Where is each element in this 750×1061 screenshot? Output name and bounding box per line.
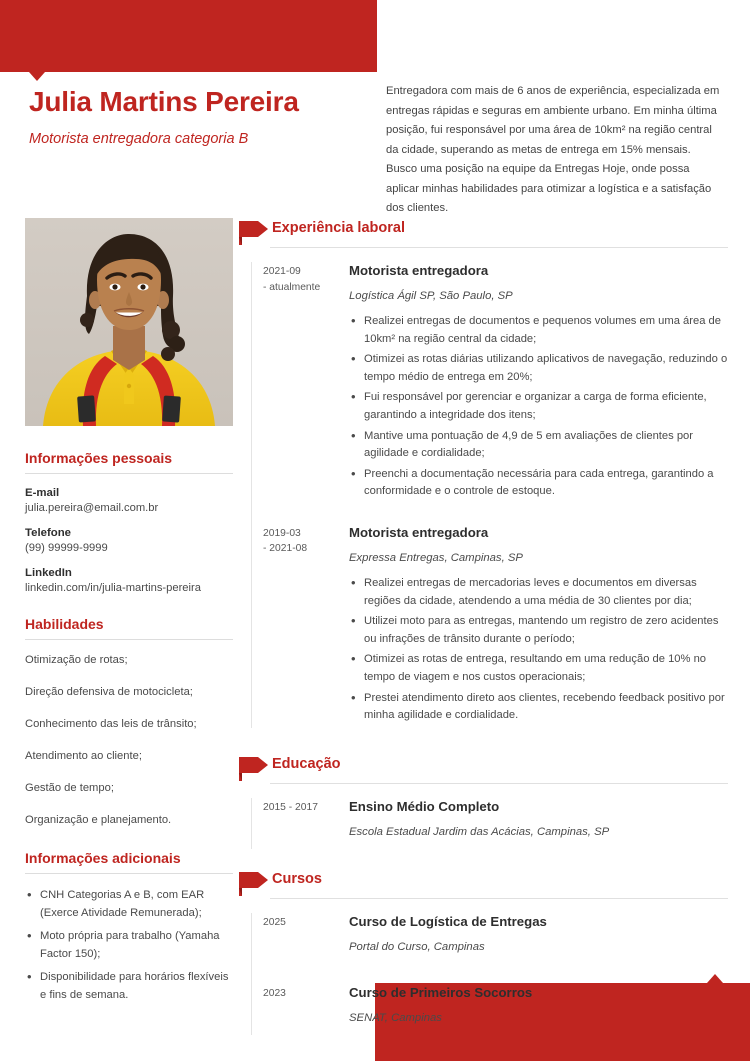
section-heading-personal-info: Informações pessoais bbox=[25, 450, 173, 466]
list-item: • Prestei atendimento direto aos clientes, recebendo feedback positivo por minha agilidade e cordialidade. bbox=[364, 690, 728, 725]
candidate-job-title: Motorista entregadora categoria B bbox=[29, 131, 249, 147]
profile-photo bbox=[25, 218, 233, 426]
entry-date-range bbox=[263, 524, 349, 728]
entry-date-start: 2019-03 bbox=[263, 527, 301, 539]
skill-item: Atendimento ao cliente; bbox=[25, 750, 142, 762]
entry-date-range bbox=[263, 798, 349, 849]
list-item: • Utilizei moto para as entregas, mantendo um registro de zero acidentes ou infrações de trânsito durante o período; bbox=[364, 613, 728, 648]
divider bbox=[270, 783, 728, 784]
entry-date-end: - atualmente bbox=[263, 281, 321, 293]
skill-item: Conhecimento das leis de trânsito; bbox=[25, 718, 197, 730]
entry-course-title: Curso de Primeiros Socorros bbox=[349, 984, 533, 1000]
skill-item: Direção defensiva de motocicleta; bbox=[25, 686, 193, 698]
education-entries bbox=[251, 798, 728, 849]
entry-body bbox=[349, 524, 728, 728]
spacer bbox=[238, 849, 728, 869]
list-item: • Disponibilidade para horários flexíveis e fins de semana. bbox=[40, 969, 233, 1004]
course-entry bbox=[252, 984, 728, 1035]
divider bbox=[25, 639, 233, 640]
entry-date-start: 2023 bbox=[263, 987, 286, 999]
section-additional-info bbox=[25, 850, 233, 1004]
section-heading-experience: Experiência laboral bbox=[272, 220, 405, 236]
contact-label: Telefone bbox=[25, 527, 71, 539]
flag-marker-icon bbox=[238, 871, 272, 897]
section-personal-info bbox=[25, 450, 233, 594]
top-banner-notch bbox=[29, 72, 45, 81]
entry-date-range bbox=[263, 984, 349, 1035]
entry-body bbox=[349, 262, 728, 504]
experience-entry bbox=[252, 262, 728, 504]
list-item: • Realizei entregas de documentos e pequenos volumes em uma área de 10km² na região central da cidade; bbox=[364, 313, 728, 348]
entry-bullet-list bbox=[349, 313, 728, 501]
course-entry bbox=[252, 913, 728, 964]
section-heading-skills: Habilidades bbox=[25, 616, 104, 632]
entry-date-start: 2025 bbox=[263, 916, 286, 928]
section-heading-additional-info: Informações adicionais bbox=[25, 850, 181, 866]
contact-value-phone[interactable]: (99) 99999-9999 bbox=[25, 542, 108, 554]
skill-item: Otimização de rotas; bbox=[25, 654, 128, 666]
profile-photo-illustration bbox=[25, 218, 233, 426]
contact-item-phone bbox=[25, 527, 233, 554]
skill-item: Gestão de tempo; bbox=[25, 782, 114, 794]
contact-label: LinkedIn bbox=[25, 567, 72, 579]
entry-body bbox=[349, 984, 728, 1035]
entry-course-title: Curso de Logística de Entregas bbox=[349, 913, 547, 929]
section-heading-education: Educação bbox=[272, 755, 341, 772]
contact-item-email bbox=[25, 487, 233, 514]
list-item: • Moto própria para trabalho (Yamaha Factor 150); bbox=[40, 928, 233, 963]
entry-provider: SENAT, Campinas bbox=[349, 1011, 442, 1024]
contact-item-linkedin bbox=[25, 567, 233, 594]
additional-info-list bbox=[25, 887, 233, 1004]
entry-body bbox=[349, 798, 728, 849]
divider bbox=[270, 898, 728, 899]
entry-organization: Logística Ágil SP, São Paulo, SP bbox=[349, 290, 513, 302]
entry-degree-title: Ensino Médio Completo bbox=[349, 798, 500, 814]
section-heading-courses: Cursos bbox=[272, 870, 322, 887]
entry-body bbox=[349, 913, 728, 964]
section-education bbox=[238, 754, 728, 849]
candidate-name: Julia Martins Pereira bbox=[29, 86, 299, 117]
list-item: • Otimizei as rotas de entrega, resultando em uma redução de 10% no tempo de viagem e nos custos operacionais; bbox=[364, 651, 728, 686]
entry-organization: Expressa Entregas, Campinas, SP bbox=[349, 551, 523, 564]
section-skills bbox=[25, 616, 233, 828]
entry-date-range bbox=[263, 262, 349, 504]
contact-value-email[interactable]: julia.pereira@email.com.br bbox=[25, 502, 159, 514]
contact-value-linkedin[interactable]: linkedin.com/in/julia-martins-pereira bbox=[25, 582, 201, 594]
divider bbox=[25, 873, 233, 874]
contact-label: E-mail bbox=[25, 487, 60, 499]
course-entries bbox=[251, 913, 728, 1035]
sidebar bbox=[25, 218, 233, 1010]
list-item: • Fui responsável por gerenciar e organizar a carga de forma eficiente, garantindo a integridade dos itens; bbox=[364, 389, 728, 424]
experience-entries bbox=[251, 262, 728, 728]
top-red-banner bbox=[0, 0, 377, 72]
divider bbox=[25, 473, 233, 474]
entry-role-title: Motorista entregadora bbox=[349, 524, 489, 540]
entry-date-end: - 2021-08 bbox=[263, 543, 308, 555]
section-experience bbox=[238, 218, 728, 728]
skill-item: Organização e planejamento. bbox=[25, 814, 172, 826]
section-courses bbox=[238, 869, 728, 1035]
entry-date-start: 2021-09 bbox=[263, 266, 301, 277]
flag-marker-icon bbox=[238, 756, 272, 782]
entry-bullet-list bbox=[349, 575, 728, 725]
list-item: • CNH Categorias A e B, com EAR (Exerce Atividade Remunerada); bbox=[40, 887, 233, 922]
main-content bbox=[238, 218, 728, 1035]
list-item: • Otimizei as rotas diárias utilizando aplicativos de navegação, reduzindo o tempo médio de entrega em 20%; bbox=[364, 351, 728, 386]
experience-entry bbox=[252, 524, 728, 728]
list-item: • Preenchi a documentação necessária para cada entrega, garantindo a conformidade e o controle de estoque. bbox=[364, 466, 728, 501]
list-item: • Mantive uma pontuação de 4,9 de 5 em avaliações de clientes por agilidade e cordialidade; bbox=[364, 428, 728, 463]
entry-date-start: 2015 - 2017 bbox=[263, 801, 318, 813]
professional-summary: Entregadora com mais de 6 anos de experiência, especializada em entregas rápidas e seguras em ambiente urbano. Em minha última posição, fui responsável por uma área de 10km² na região central da cidade, superando as metas de entrega em 15% mensais. Busco uma posição na equipe da Entregas Hoje, onde possa aplicar minhas habilidades para otimizar a logística e a satisfação dos clientes. bbox=[386, 85, 720, 214]
entry-provider: Portal do Curso, Campinas bbox=[349, 940, 485, 953]
spacer bbox=[238, 728, 728, 754]
list-item: • Realizei entregas de mercadorias leves e documentos em diversas regiões da cidade, atendendo a uma média de 30 clientes por dia; bbox=[364, 575, 728, 610]
entry-institution: Escola Estadual Jardim das Acácias, Campinas, SP bbox=[349, 825, 610, 838]
education-entry bbox=[252, 798, 728, 849]
flag-marker-icon bbox=[238, 220, 272, 246]
entry-role-title: Motorista entregadora bbox=[349, 263, 489, 278]
entry-date-range bbox=[263, 913, 349, 964]
divider bbox=[270, 247, 728, 248]
